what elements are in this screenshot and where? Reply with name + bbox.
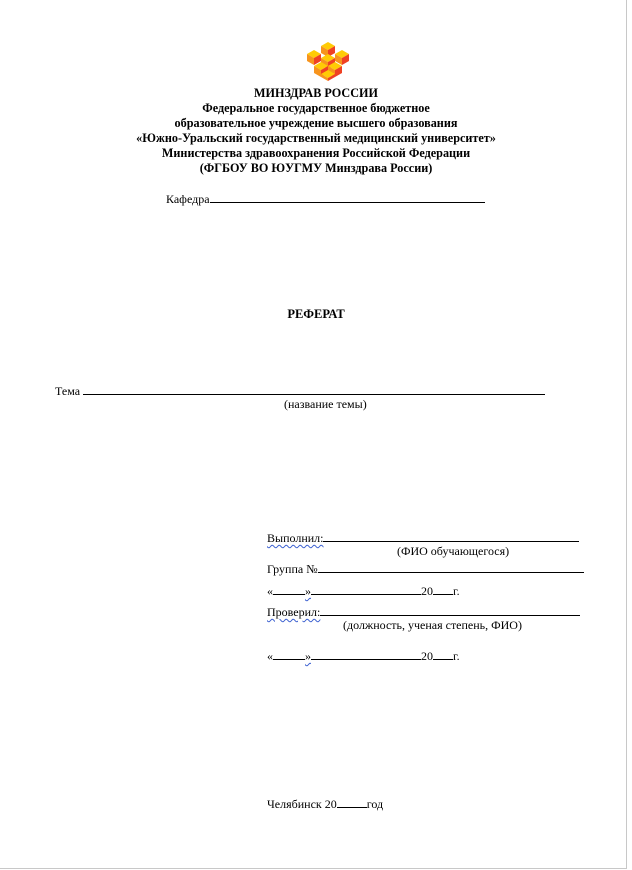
topic-hint: (название темы) [284, 397, 367, 411]
group-label: Группа № [267, 562, 318, 576]
date1-month-blank[interactable] [311, 582, 421, 595]
date2-year-prefix: 20 [421, 649, 433, 663]
group-blank[interactable] [318, 560, 584, 573]
header-line-5: (ФГБОУ ВО ЮУГМУ Минздрава России) [199, 161, 433, 175]
header-line-3: «Южно-Уральский государственный медицинский университет» [136, 131, 496, 145]
checked-blank[interactable] [320, 603, 580, 616]
topic-blank[interactable] [83, 382, 545, 395]
group-row [267, 560, 584, 577]
date-row-2 [267, 647, 460, 664]
department-label: Кафедра [166, 192, 210, 206]
footer-year-word: год [366, 797, 384, 811]
date2-year-suffix: г. [453, 649, 460, 663]
university-cross-logo-icon [305, 40, 351, 82]
checked-hint: (должность, ученая степень, ФИО) [343, 618, 522, 632]
date2-day-blank[interactable] [273, 647, 305, 660]
date2-month-blank[interactable] [311, 647, 421, 660]
header-line-2: образовательное учреждение высшего образования [174, 116, 458, 130]
date1-year-prefix: 20 [421, 584, 433, 598]
checked-label: Проверил: [267, 605, 321, 619]
department-row [166, 190, 485, 207]
date1-year-suffix: г. [453, 584, 460, 598]
footer-year-blank[interactable] [337, 795, 367, 808]
date2-close-quote: » [305, 649, 311, 663]
footer-city-year [267, 795, 383, 812]
date2-open-quote: « [267, 649, 273, 663]
document-title: РЕФЕРАТ [287, 307, 345, 321]
performed-hint: (ФИО обучающегося) [397, 544, 510, 558]
date2-year-blank[interactable] [433, 647, 453, 660]
department-blank[interactable] [210, 190, 485, 203]
date1-day-blank[interactable] [273, 582, 305, 595]
header-line-4: Министерства здравоохранения Российской Федерации [161, 146, 471, 160]
performed-label: Выполнил: [267, 531, 324, 545]
date-row-1 [267, 582, 460, 599]
performed-blank[interactable] [323, 529, 579, 542]
topic-label: Тема [55, 384, 81, 398]
date1-year-blank[interactable] [433, 582, 453, 595]
date1-open-quote: « [267, 584, 273, 598]
footer-city: Челябинск 20 [267, 797, 337, 811]
header-line-1: Федеральное государственное бюджетное [202, 101, 430, 115]
date1-close-quote: » [305, 584, 311, 598]
ministry-title: МИНЗДРАВ РОССИИ [254, 86, 378, 100]
